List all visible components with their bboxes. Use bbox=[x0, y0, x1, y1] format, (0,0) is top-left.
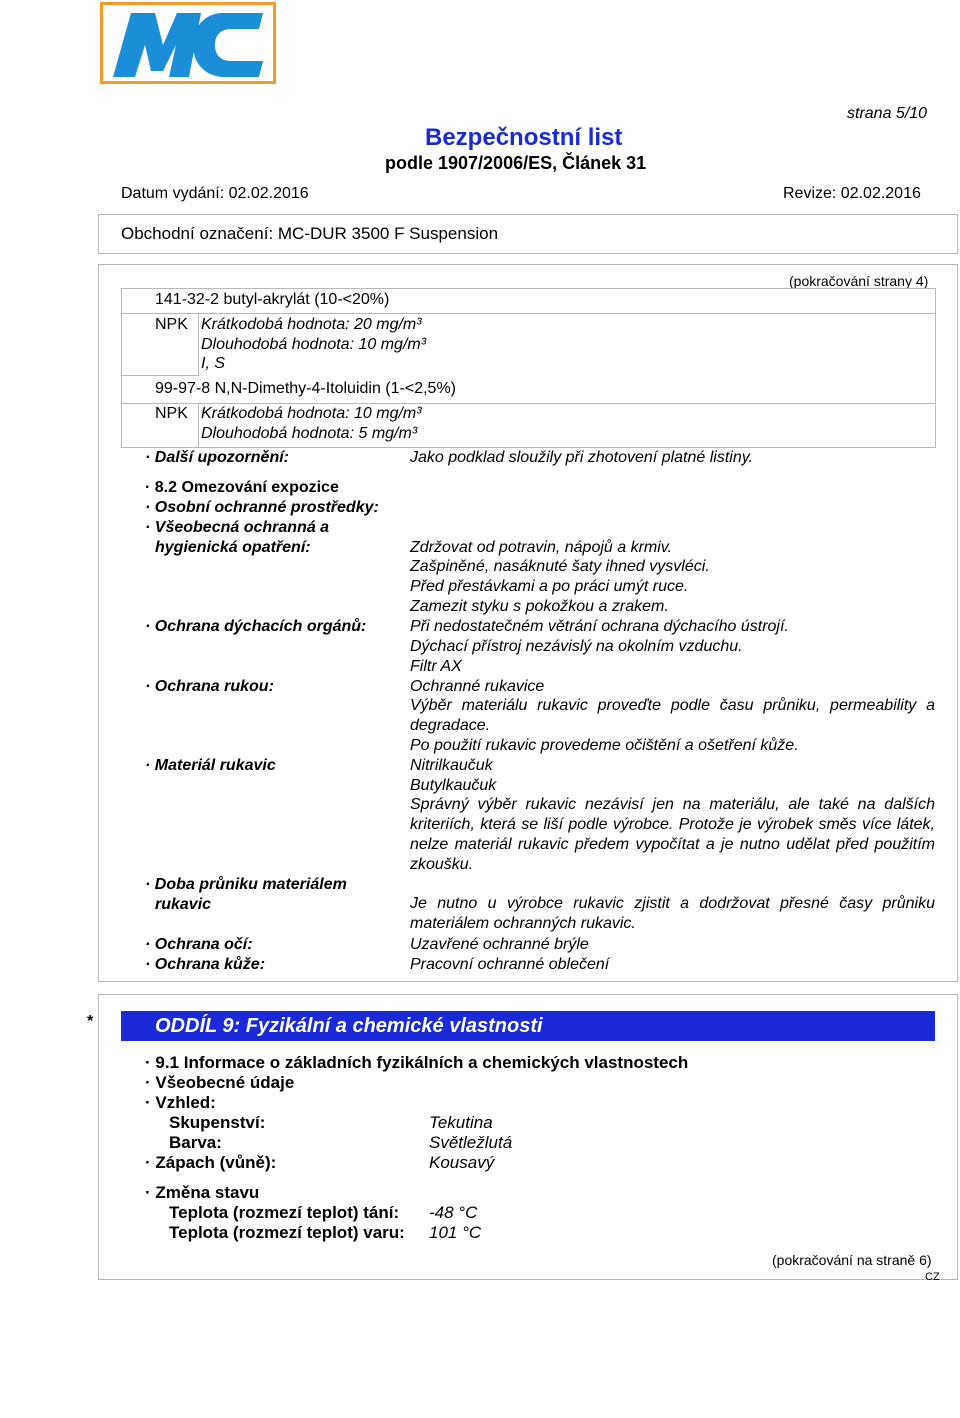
skin-protection-text: Pracovní ochranné oblečení bbox=[410, 956, 610, 973]
penetration-time-label: rukavic bbox=[155, 896, 212, 913]
notes-value: Jako podklad sloužily při zhotovení platné listiny. bbox=[410, 449, 753, 466]
limit-value: Dlouhodobá hodnota: 10 mg/m³ bbox=[201, 336, 427, 353]
hygiene-label: hygienická opatření: bbox=[155, 539, 311, 556]
hygiene-text: Zamezit styku s pokožkou a zrakem. bbox=[410, 598, 669, 615]
state-change-label: · Změna stavu bbox=[145, 1183, 260, 1202]
glove-material-label: · Materiál rukavic bbox=[145, 757, 276, 774]
glove-material-text: Butylkaučuk bbox=[410, 777, 497, 794]
continuation-bottom: (pokračování na straně 6) bbox=[772, 1252, 932, 1268]
hand-protection-text: Ochranné rukavice bbox=[410, 678, 545, 695]
page-number: strana 5/10 bbox=[847, 105, 928, 122]
document-title: Bezpečnostní list bbox=[425, 124, 623, 151]
respiratory-text: Filtr AX bbox=[410, 658, 462, 675]
form-label: Skupenství: bbox=[169, 1113, 266, 1132]
color-value: Světležlutá bbox=[429, 1133, 513, 1152]
eye-protection-label: · Ochrana očí: bbox=[145, 936, 253, 953]
penetration-time-text: Je nutno u výrobce rukavic zjistit a dodržovat přesné časy průniku materiálem ochranných rukavic. bbox=[410, 895, 935, 932]
limit-code: NPK bbox=[155, 405, 188, 422]
skin-protection-label: · Ochrana kůže: bbox=[145, 956, 266, 973]
limit-value: Krátkodobá hodnota: 20 mg/m³ bbox=[201, 316, 422, 333]
general-info-label: · Všeobecné údaje bbox=[145, 1073, 295, 1092]
melting-point-label: Teplota (rozmezí teplot) tání: bbox=[169, 1203, 400, 1222]
hand-protection-text: Výběr materiálu rukavic proveďte podle času průniku, permeability a degradace. bbox=[410, 697, 935, 734]
respiratory-text: Dýchací přístroj nezávislý na okolním vzduchu. bbox=[410, 638, 743, 655]
issue-date: Datum vydání: 02.02.2016 bbox=[121, 185, 309, 202]
section-8-2-heading: · 8.2 Omezování expozice bbox=[145, 479, 339, 496]
language-code: CZ bbox=[925, 1271, 940, 1283]
hygiene-text: Před přestávkami a po práci umýt ruce. bbox=[410, 578, 689, 595]
hygiene-label: · Všeobecná ochranná a bbox=[145, 519, 330, 536]
color-label: Barva: bbox=[169, 1133, 222, 1152]
odour-value: Kousavý bbox=[429, 1153, 495, 1172]
appearance-label: · Vzhled: bbox=[145, 1093, 216, 1112]
glove-material-text: Nitrilkaučuk bbox=[410, 757, 493, 774]
revision-date: Revize: 02.02.2016 bbox=[783, 185, 921, 202]
boiling-point-label: Teplota (rozmezí teplot) varu: bbox=[169, 1223, 405, 1242]
company-logo bbox=[100, 2, 276, 84]
continuation-top: (pokračování strany 4) bbox=[789, 273, 929, 289]
form-value: Tekutina bbox=[429, 1113, 493, 1132]
respiratory-label: · Ochrana dýchacích orgánů: bbox=[145, 618, 367, 635]
substance-name: 99-97-8 N,N-Dimethy-4-Itoluidin (1-<2,5%) bbox=[155, 380, 456, 397]
eye-protection-text: Uzavřené ochranné brýle bbox=[410, 936, 589, 953]
notes-label: · Další upozornění: bbox=[145, 449, 289, 466]
substance-name: 141-32-2 butyl-akrylát (10-<20%) bbox=[155, 291, 390, 308]
hand-protection-label: · Ochrana rukou: bbox=[145, 678, 274, 695]
odour-label: · Zápach (vůně): bbox=[145, 1153, 277, 1172]
penetration-time-label: · Doba průniku materiálem bbox=[145, 876, 347, 893]
melting-point-value: -48 °C bbox=[429, 1203, 478, 1222]
limit-value: Dlouhodobá hodnota: 5 mg/m³ bbox=[201, 425, 418, 442]
mc-logo-icon bbox=[103, 5, 273, 81]
trade-name: Obchodní označení: MC-DUR 3500 F Suspension bbox=[121, 224, 499, 243]
personal-protection-label: · Osobní ochranné prostředky: bbox=[145, 499, 379, 516]
change-marker: * bbox=[87, 1013, 94, 1030]
limit-code: NPK bbox=[155, 316, 188, 333]
respiratory-text: Při nedostatečném větrání ochrana dýchacího ústrojí. bbox=[410, 618, 789, 635]
hygiene-text: Zašpiněné, nasáknuté šaty ihned vysvléci. bbox=[410, 558, 710, 575]
section-9-title: ODDÍL 9: Fyzikální a chemické vlastnosti bbox=[155, 1015, 543, 1037]
document-subtitle: podle 1907/2006/ES, Článek 31 bbox=[385, 153, 647, 173]
glove-material-text: Správný výběr rukavic nezávisí jen na materiálu, ale také na dalších kriteriích, která se liší podle výrobce. Protože je výrobek směs více látek, nelze materiál rukavic předem vypočítat a je nutno udělat před použitím zkoušku. bbox=[410, 796, 935, 873]
limit-value: Krátkodobá hodnota: 10 mg/m³ bbox=[201, 405, 422, 422]
hand-protection-text: Po použití rukavic provedeme očištění a ošetření kůže. bbox=[410, 737, 799, 754]
hygiene-text: Zdržovat od potravin, nápojů a krmiv. bbox=[410, 539, 673, 556]
section-9-1-heading: · 9.1 Informace o základních fyzikálních a chemických vlastnostech bbox=[145, 1053, 689, 1072]
limit-value: I, S bbox=[201, 355, 226, 372]
boiling-point-value: 101 °C bbox=[429, 1223, 482, 1242]
